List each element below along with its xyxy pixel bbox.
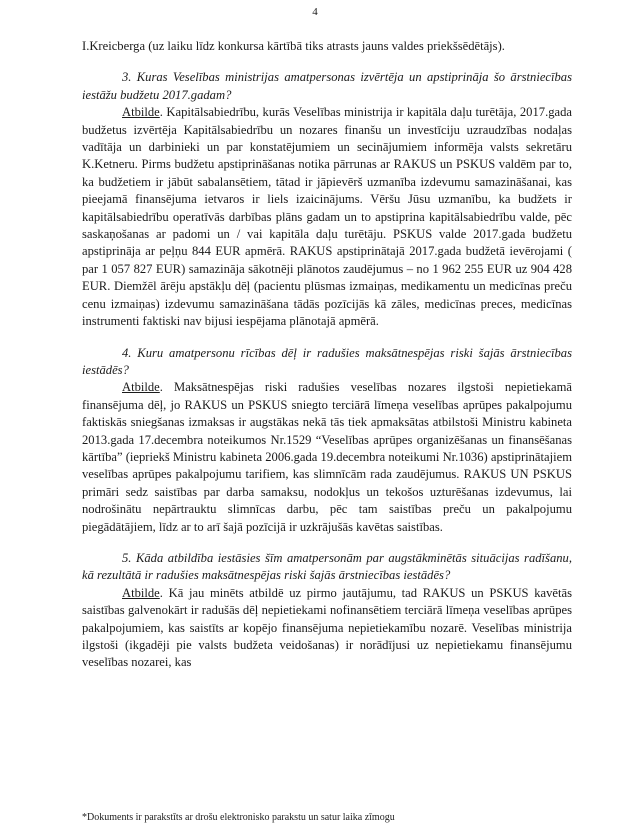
answer-text-3: . Kapitālsabiedrību, kurās Veselības ministrija ir kapitāla daļu turētāja, 2017.gada budžetus izvērtēja Kapitālsabiedrību un nozares finanšu un investīciju uzraudzības nodaļas vadītāja un darbinieki un par konstatējumiem un secinājumiem informēja valsts sekretāru K.Ketneru. Pirms budžetu apstiprināšanas notika pārrunas ar RAKUS un PSKUS valdēm par to, ka budžetiem ir jābūt sabalansētiem, tātad ir jāpievērš uzmanība izdevumu samazināšanai, kas pieejamā finansējuma ietvaros ir liels izaicinājums. Vēršu Jūsu uzmanību, ka budžets ir kapitālsabiedrību operatīvās darbības plāns gadam un to apstiprina kapitālsabiedrību valde, pēc saskaņošanas ar padomi un / vai kapitāla daļu turētāju. PSKUS valde 2017.gada budžetu apstiprināja ar peļņu 844 EUR apmērā. RAKUS apstiprinātajā 2017.gada budžetā ievērojami ( par 1 057 827 EUR) samazināja sākotnēji plānotos zaudējumus – no 1 962 255 EUR uz 904 428 EUR. Diemžēl ārēju apstākļu dēļ (pacientu plūsmas izmaiņas, medikamentu un medicīnas preču cenu izmaiņas) izdevumu samazināšana tādās pozīcijās kā zāles, medicīnas preces, medicīnas instrumenti faktiski nav bijusi iespējama plānotajā apmērā. — [82, 105, 572, 329]
question-4: 4. Kuru amatpersonu rīcības dēļ ir radušies maksātnespējas riski šajās ārstniecības iestādēs? — [82, 345, 572, 377]
page-number: 4 — [312, 6, 318, 18]
answer-label-3: Atbilde — [122, 105, 160, 120]
answer-3 — [82, 104, 572, 330]
signature-footnote: *Dokuments ir parakstīts ar drošu elektronisko parakstu un satur laika zīmogu — [82, 812, 395, 823]
answer-5 — [82, 585, 572, 672]
question-3: 3. Kuras Veselības ministrijas amatpersonas izvērtēja un apstiprināja šo ārstniecības iestāžu budžetu 2017.gadam? — [82, 70, 572, 102]
answer-text-5: . Kā jau minēts atbildē uz pirmo jautājumu, tad RAKUS un PSKUS kavētās saistības galvenokārt ir radušās dēļ nepietiekami nofinansētiem terciārā līmeņa veselības aprūpes pakalpojumiem, kas saistīts ar kopējo finansējuma nepietiekamību nozarē. Veselības ministrija ilgstoši (ikgadēji pie valsts budžeta veidošanas) ir norādījusi uz nepietiekamu finansējumu veselības nozarei, kas — [82, 585, 572, 670]
answer-text-4: . Maksātnespējas riski radušies veselības nozares ilgstoši nepietiekamā finansējuma dēļ, jo RAKUS un PSKUS sniegto terciārā līmeņa veselības aprūpes pakalpojumu faktiskās sniegšanas izmaksas ir augstākas nekā tās tiek apmaksātas atbilstoši Ministru kabineta 2013.gada 17.decembra noteikumos Nr.1529 “Veselības aprūpes organizēšanas un finansēšanas kārtība” (iepriekš Ministru kabineta 2006.gada 19.decembra noteikumi Nr.1036) apstiprinātajiem veselības aprūpes pakalpojumu tarifiem, kas slimnīcām rada zaudējumus. RAKUS UN PSKUS primāri sedz saistības par darba samaksu, nodokļus un tekošos uzturēšanas izdevumus, lai nodrošinātu nepārtrauktu slimnīcas darbu, pēc tam saistības preču un pakalpojumu piegādātājiem, līdz ar to arī šajā pozīcijā ir uzkrājušās kavētas saistības. — [82, 380, 572, 534]
answer-label-4: Atbilde — [122, 380, 160, 395]
question-5: 5. Kāda atbildība iestāsies šīm amatpersonām par augstākminētās situācijas radīšanu, kā rezultātā ir radušies maksātnespējas riski šajās ārstniecības iestādēs? — [82, 550, 572, 583]
answer-label-5: Atbilde — [122, 585, 160, 600]
document-body — [82, 38, 572, 672]
answer-4 — [82, 379, 572, 536]
intro-paragraph: I.Kreicberga (uz laiku līdz konkursa kārtībā tiks atrasts jauns valdes priekšsēdētājs). — [82, 39, 505, 53]
